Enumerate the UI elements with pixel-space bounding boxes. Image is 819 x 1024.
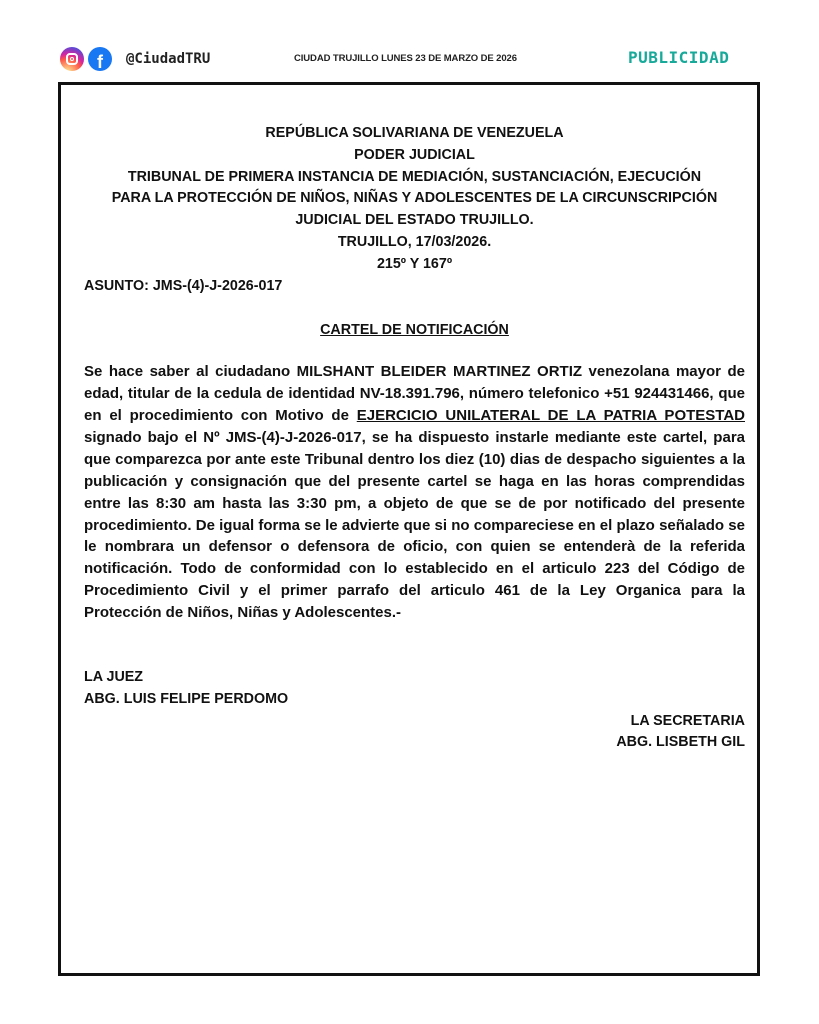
legal-notice-box: [58, 82, 760, 976]
publication-dateline: CIUDAD TRUJILLO LUNES 23 DE MARZO DE 2026: [294, 53, 517, 64]
page-header: [0, 0, 819, 82]
case-number: ASUNTO: JMS-(4)-J-2026-017: [84, 277, 283, 294]
notice-content: [84, 123, 745, 754]
judge-signature: [84, 667, 745, 711]
header-line-tribunal-2: PARA LA PROTECCIÓN DE NIÑOS, NIÑAS Y ADOLESCENTES DE LA CIRCUNSCRIPCIÓN: [111, 190, 718, 207]
notice-title: CARTEL DE NOTIFICACIÓN: [320, 322, 509, 339]
body-text-motive: EJERCICIO UNILATERAL DE LA PATRIA POTESTAD: [356, 406, 745, 424]
secretary-role: LA SECRETARIA: [630, 712, 745, 729]
section-label: PUBLICIDAD: [628, 48, 730, 67]
header-line-republic: REPÚBLICA SOLIVARIANA DE VENEZUELA: [265, 125, 564, 141]
header-line-years: 215º Y 167º: [376, 255, 453, 272]
body-text-part-2: signado bajo el Nº JMS-(4)-J-2026-017, se ha dispuesto instarle mediante este cartel, para que comparezca por ante este Tribunal dentro los diez (10) dias de despacho siguientes a la publicación y consignación que del presente cartel se haga en las horas comprendidas entre las 8:30 am hasta las 3:30 pm, a objeto de que se de por notificado del presente procedimiento. De igual forma se le advierte que si no compareciese en el plazo señalado se le nombrara un defensor o defensora de oficio, con quien se entenderà de la referida notificación. Todo de conformidad con lo establecido en el articulo 223 del Código de Procedimiento Civil y el primer parrafo del articulo 461 de la Ley Organica para la Protección de Niños, Niñas y Adolescentes.-: [84, 428, 745, 622]
judge-name: ABG. LUIS FELIPE PERDOMO: [84, 690, 289, 707]
facebook-icon[interactable]: f: [88, 47, 112, 71]
judge-role: LA JUEZ: [84, 669, 144, 686]
social-handle: @CiudadTRU: [126, 51, 211, 67]
header-line-date: TRUJILLO, 17/03/2026.: [337, 233, 492, 250]
header-line-tribunal-1: TRIBUNAL DE PRIMERA INSTANCIA DE MEDIACIÓN, SUSTANCIACIÓN, EJECUCIÓN: [127, 168, 702, 185]
secretary-signature: [84, 711, 745, 755]
header-line-judicial-power: PODER JUDICIAL: [354, 146, 475, 163]
court-header: [84, 123, 745, 276]
header-line-tribunal-3: JUDICIAL DEL ESTADO TRUJILLO.: [295, 212, 534, 229]
secretary-name: ABG. LISBETH GIL: [616, 734, 745, 751]
body-text-part-1: Se hace saber al ciudadano MILSHANT BLEIDER MARTINEZ ORTIZ venezolana mayor de edad, titular de la cedula de identidad NV-18.391.796, número telefonico +51 924431466, que en el procedimiento con Motivo de: [84, 363, 745, 424]
social-links: [60, 47, 210, 71]
notice-body: [84, 361, 745, 624]
instagram-icon[interactable]: [60, 47, 84, 71]
